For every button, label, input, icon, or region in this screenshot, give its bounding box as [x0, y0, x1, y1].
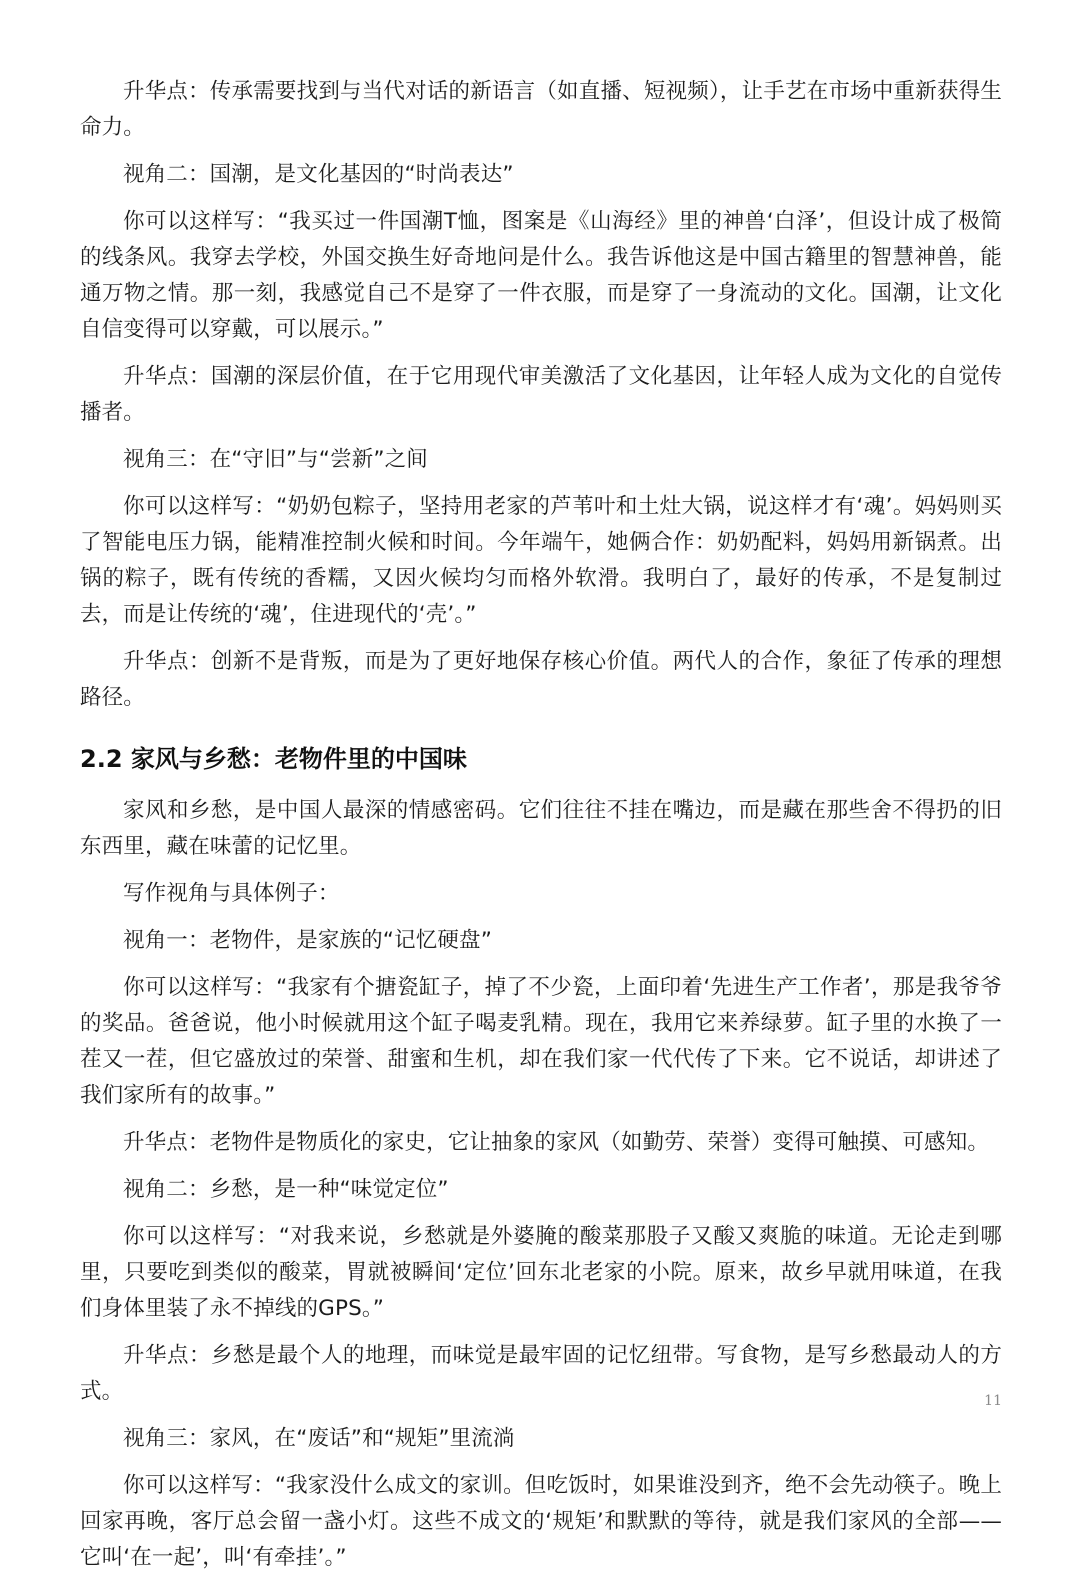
sublimation-point-paragraph: 升华点：创新不是背叛，而是为了更好地保存核心价值。两代人的合作，象征了传承的理想路径。	[80, 649, 1002, 710]
sublimation-point-paragraph: 升华点：国潮的深层价值，在于它用现代审美激活了文化基因，让年轻人成为文化的自觉传播者。	[80, 364, 1002, 425]
intro-paragraph: 家风和乡愁，是中国人最深的情感密码。它们往往不挂在嘴边，而是藏在那些舍不得扔的旧东西里，藏在味蕾的记忆里。	[80, 798, 1002, 859]
sublimation-point-paragraph: 升华点：传承需要找到与当代对话的新语言（如直播、短视频），让手艺在市场中重新获得生命力。	[80, 79, 1002, 140]
example-paragraph: 你可以这样写：“对我来说，乡愁就是外婆腌的酸菜那股子又酸又爽脆的味道。无论走到哪里，只要吃到类似的酸菜，胃就被瞬间‘定位’回东北老家的小院。原来，故乡早就用味道，在我们身体里装了永不掉线的GPS。”	[80, 1224, 1002, 1321]
perspective-heading: 视角三：家风，在“废话”和“规矩”里流淌	[123, 1426, 515, 1451]
sublimation-point-paragraph: 升华点：乡愁是最个人的地理，而味觉是最牢固的记忆纽带。写食物，是写乡愁最动人的方式。	[80, 1343, 1002, 1404]
example-paragraph: 你可以这样写：“我家有个搪瓷缸子，掉了不少瓷，上面印着‘先进生产工作者’，那是我爷爷的奖品。爸爸说，他小时候就用这个缸子喝麦乳精。现在，我用它来养绿萝。缸子里的水换了一茬又一茬，但它盛放过的荣誉、甜蜜和生机，却在我们家一代代传了下来。它不说话，却讲述了我们家所有的故事。”	[80, 975, 1002, 1108]
example-paragraph: 你可以这样写：“我家没什么成文的家训。但吃饭时，如果谁没到齐，绝不会先动筷子。晚上回家再晚，客厅总会留一盏小灯。这些不成文的‘规矩’和默默的等待，就是我们家风的全部——它叫‘在一起’，叫‘有牵挂’。”	[80, 1473, 1002, 1570]
perspective-heading: 视角二：乡愁，是一种“味觉定位”	[123, 1177, 449, 1202]
sublimation-point-paragraph: 升华点：老物件是物质化的家史，它让抽象的家风（如勤劳、荣誉）变得可触摸、可感知。	[123, 1130, 990, 1155]
section-heading: 2.2 家风与乡愁：老物件里的中国味	[80, 745, 467, 773]
perspective-heading: 视角三：在“守旧”与“尝新”之间	[123, 447, 428, 472]
example-paragraph: 你可以这样写：“奶奶包粽子，坚持用老家的芦苇叶和土灶大锅，说这样才有‘魂’。妈妈则买了智能电压力锅，能精准控制火候和时间。今年端午，她俩合作：奶奶配料，妈妈用新锅煮。出锅的粽子，既有传统的香糯，又因火候均匀而格外软滑。我明白了，最好的传承，不是复制过去，而是让传统的‘魂’，住进现代的‘壳’。”	[80, 494, 1002, 627]
page-number: 11	[984, 1393, 1002, 1409]
perspective-heading: 视角一：老物件，是家族的“记忆硬盘”	[123, 928, 492, 953]
perspective-heading: 视角二：国潮，是文化基因的“时尚表达”	[123, 162, 514, 187]
example-paragraph: 你可以这样写：“我买过一件国潮T恤，图案是《山海经》里的神兽‘白泽’，但设计成了极简的线条风。我穿去学校，外国交换生好奇地问是什么。我告诉他这是中国古籍里的智慧神兽，能通万物之情。那一刻，我感觉自己不是穿了一件衣服，而是穿了一身流动的文化。国潮，让文化自信变得可以穿戴，可以展示。”	[80, 209, 1002, 342]
subheading-paragraph: 写作视角与具体例子：	[123, 881, 340, 906]
